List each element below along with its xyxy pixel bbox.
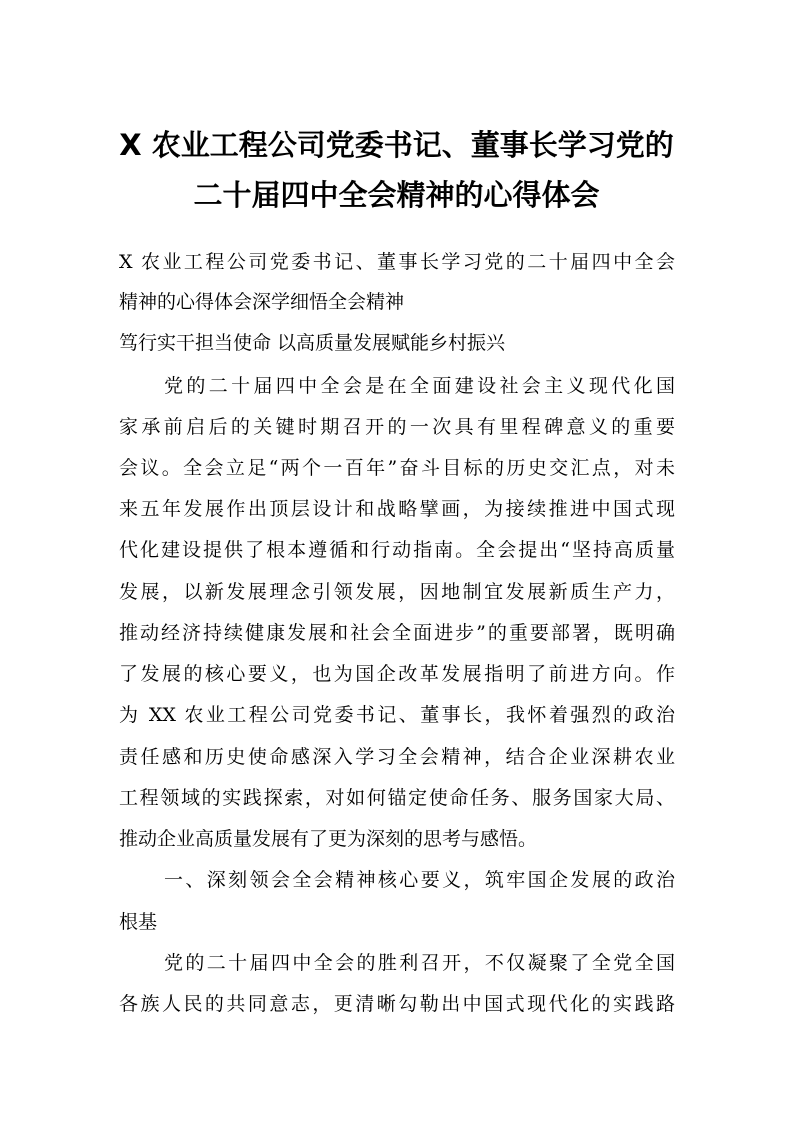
subtitle-line: 笃行实干担当使命 以高质量发展赋能乡村振兴 [119, 332, 506, 354]
paragraph-line: 推动经济持续健康发展和社会全面进步”的重要部署，既明确 [119, 622, 675, 644]
section-heading-line: 一、深刻领会全会精神核心要义，筑牢国企发展的政治 [164, 869, 675, 891]
paragraph-line: 家承前启后的关键时期召开的一次具有里程碑意义的重要 [119, 416, 675, 438]
paragraph-line: 为 XX 农业工程公司党委书记、董事长，我怀着强烈的政治 [119, 704, 675, 726]
subtitle-line: 精神的心得体会深学细悟全会精神 [119, 291, 405, 313]
document-title-line-2: 二十届四中全会精神的心得体会 [193, 178, 600, 212]
paragraph-line: 党的二十届四中全会是在全面建设社会主义现代化国 [164, 375, 675, 397]
section-heading-line: 根基 [119, 911, 158, 933]
paragraph-line: 推动企业高质量发展有了更为深刻的思考与感悟。 [119, 828, 538, 850]
paragraph-line: 代化建设提供了根本遵循和行动指南。全会提出“坚持高质量 [119, 539, 675, 561]
paragraph-line: 了发展的核心要义，也为国企改革发展指明了前进方向。作 [119, 663, 675, 685]
paragraph-line: 工程领域的实践探索，对如何锚定使命任务、服务国家大局、 [119, 787, 675, 809]
paragraph-line: 来五年发展作出顶层设计和战略擘画，为接续推进中国式现 [119, 498, 675, 520]
subtitle-line: X 农业工程公司党委书记、董事长学习党的二十届四中全会 [119, 251, 675, 273]
paragraph-line: 各族人民的共同意志，更清晰勾勒出中国式现代化的实践路 [119, 993, 675, 1015]
paragraph-line: 发展，以新发展理念引领发展，因地制宜发展新质生产力， [119, 581, 675, 603]
document-title-line-1: X 农业工程公司党委书记、董事长学习党的 [119, 128, 674, 162]
paragraph-line: 会议。全会立足“两个一百年”奋斗目标的历史交汇点，对未 [119, 457, 675, 479]
paragraph-line: 党的二十届四中全会的胜利召开，不仅凝聚了全党全国 [164, 952, 675, 974]
paragraph-line: 责任感和历史使命感深入学习全会精神，结合企业深耕农业 [119, 746, 675, 768]
